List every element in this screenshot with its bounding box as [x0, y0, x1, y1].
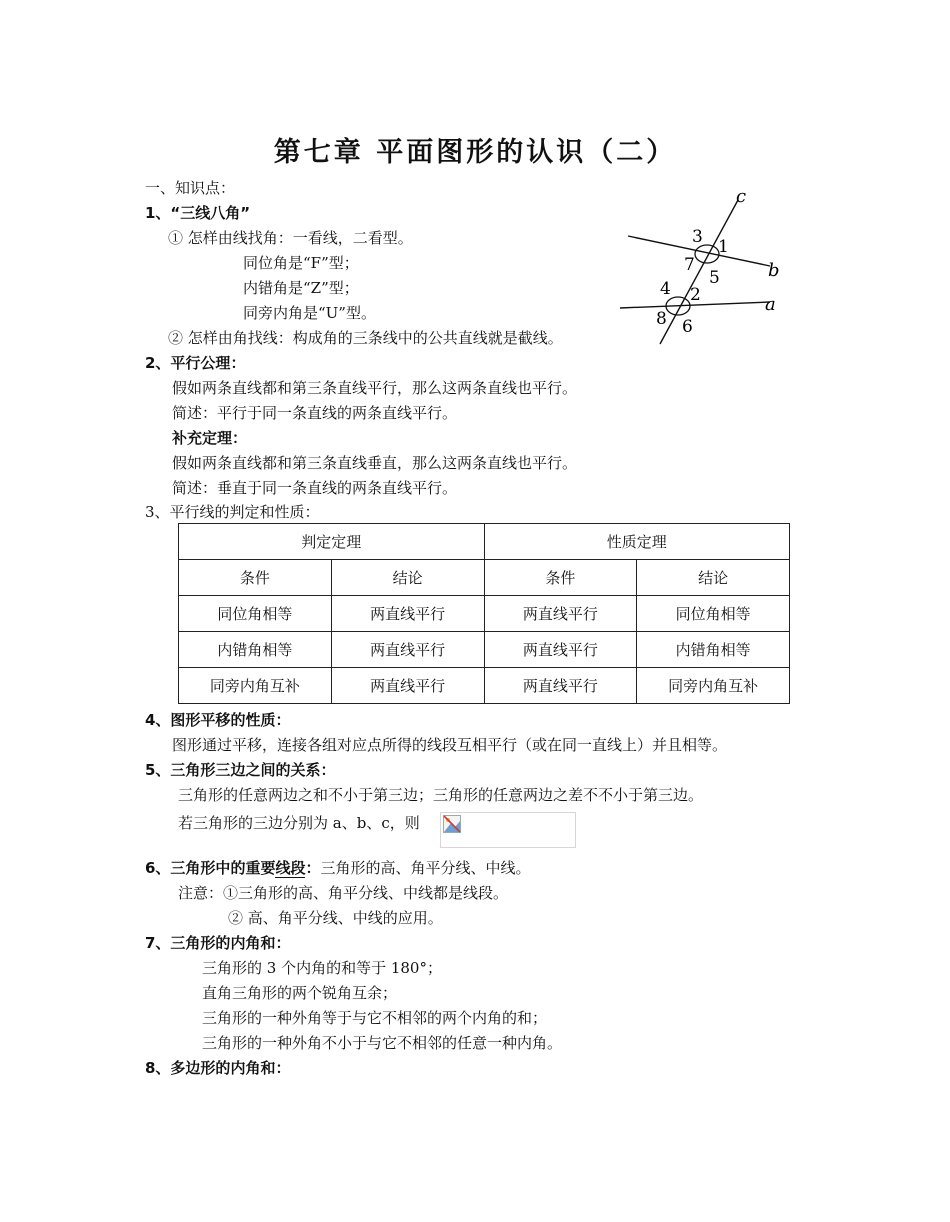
section-6-heading: 6、三角形中的重要	[145, 859, 276, 877]
table-cell: 内错角相等	[179, 632, 332, 668]
s6-note-1: 注意：①三角形的高、角平分线、中线都是线段。	[178, 884, 509, 902]
section-6-heading-underlined: 线段	[275, 859, 306, 877]
table-group-header: 判定定理	[179, 524, 485, 560]
section-6-line	[145, 858, 531, 878]
three-lines-figure	[610, 182, 800, 352]
section-4-heading: 4、图形平移的性质：	[145, 711, 291, 729]
table-cell: 同位角相等	[637, 596, 790, 632]
s1-item-1: ① 怎样由线找角：一看线，二看型。	[168, 229, 413, 247]
angle-label-2: 2	[690, 285, 701, 305]
angle-label-7: 7	[684, 255, 695, 275]
angle-label-4: 4	[660, 279, 671, 299]
s2-line-4: 简述：垂直于同一条直线的两条直线平行。	[172, 479, 458, 497]
s1-sub-3: 同旁内角是“U”型。	[243, 304, 376, 322]
angle-label-3: 3	[692, 227, 703, 247]
s4-line-1: 图形通过平移，连接各组对应点所得的线段互相平行（或在同一直线上）并且相等。	[172, 736, 728, 754]
broken-image-placeholder	[440, 812, 576, 848]
s2-line-2: 简述：平行于同一条直线的两条直线平行。	[172, 404, 458, 422]
broken-image-icon	[443, 815, 461, 833]
label-b: b	[768, 260, 780, 281]
table-cell: 两直线平行	[484, 596, 637, 632]
s7-line-1: 三角形的 3 个内角的和等于 180°；	[202, 959, 442, 977]
angle-label-8: 8	[656, 309, 667, 329]
table-group-header: 性质定理	[484, 524, 790, 560]
table-cell: 内错角相等	[637, 632, 790, 668]
section-5-heading: 5、三角形三边之间的关系：	[145, 761, 336, 779]
s2-line-1: 假如两条直线都和第三条直线平行，那么这两条直线也平行。	[172, 379, 578, 397]
section-6-text: 三角形的高、角平分线、中线。	[320, 859, 531, 877]
table-cell: 两直线平行	[331, 632, 484, 668]
s7-line-2: 直角三角形的两个锐角互余；	[202, 984, 398, 1002]
table-cell: 两直线平行	[331, 668, 484, 704]
section-2-heading: 2、平行公理：	[145, 354, 246, 372]
section-3-heading: 3、平行线的判定和性质：	[145, 503, 320, 521]
table-header-row	[179, 560, 790, 596]
s1-item-2: ② 怎样由角找线：构成角的三条线中的公共直线就是截线。	[168, 329, 563, 347]
section-1-heading: 1、“三线八角”	[145, 204, 251, 222]
section-8-heading: 8、多边形的内角和：	[145, 1059, 291, 1077]
section-6-heading-tail: ：	[305, 859, 321, 877]
s7-line-3: 三角形的一种外角等于与它不相邻的两个内角的和；	[202, 1009, 548, 1027]
page-title: 第七章 平面图形的认识（二）	[273, 137, 677, 168]
table-cell: 两直线平行	[484, 632, 637, 668]
s1-sub-2: 内错角是“Z”型；	[243, 279, 359, 297]
label-c: c	[736, 186, 747, 207]
table-cell: 同位角相等	[179, 596, 332, 632]
table-cell: 两直线平行	[484, 668, 637, 704]
s1-sub-1: 同位角是“F”型；	[243, 254, 359, 272]
section-7-heading: 7、三角形的内角和：	[145, 934, 291, 952]
table-column-header: 结论	[637, 560, 790, 596]
s2-sub-heading: 补充定理：	[172, 429, 248, 447]
table-cell: 同旁内角互补	[179, 668, 332, 704]
label-a: a	[765, 294, 776, 315]
angle-label-1: 1	[718, 237, 729, 257]
s2-line-3: 假如两条直线都和第三条直线垂直，那么这两条直线也平行。	[172, 454, 578, 472]
angle-label-5: 5	[709, 268, 720, 288]
section-intro: 一、知识点：	[145, 179, 236, 197]
table-row	[179, 632, 790, 668]
s6-note-2: ② 高、角平分线、中线的应用。	[228, 909, 443, 927]
table-column-header: 结论	[331, 560, 484, 596]
table-column-header: 条件	[179, 560, 332, 596]
s5-line-2: 若三角形的三边分别为 a、b、c，则	[178, 814, 420, 832]
table-row	[179, 596, 790, 632]
parallel-lines-table	[178, 523, 790, 704]
table-column-header: 条件	[484, 560, 637, 596]
table-cell: 同旁内角互补	[637, 668, 790, 704]
angle-label-6: 6	[682, 317, 693, 337]
table-group-row	[179, 524, 790, 560]
s5-line-1: 三角形的任意两边之和不小于第三边；三角形的任意两边之差不不小于第三边。	[178, 786, 704, 804]
table-row	[179, 668, 790, 704]
table-cell: 两直线平行	[331, 596, 484, 632]
s7-line-4: 三角形的一种外角不小于与它不相邻的任意一种内角。	[202, 1034, 563, 1052]
